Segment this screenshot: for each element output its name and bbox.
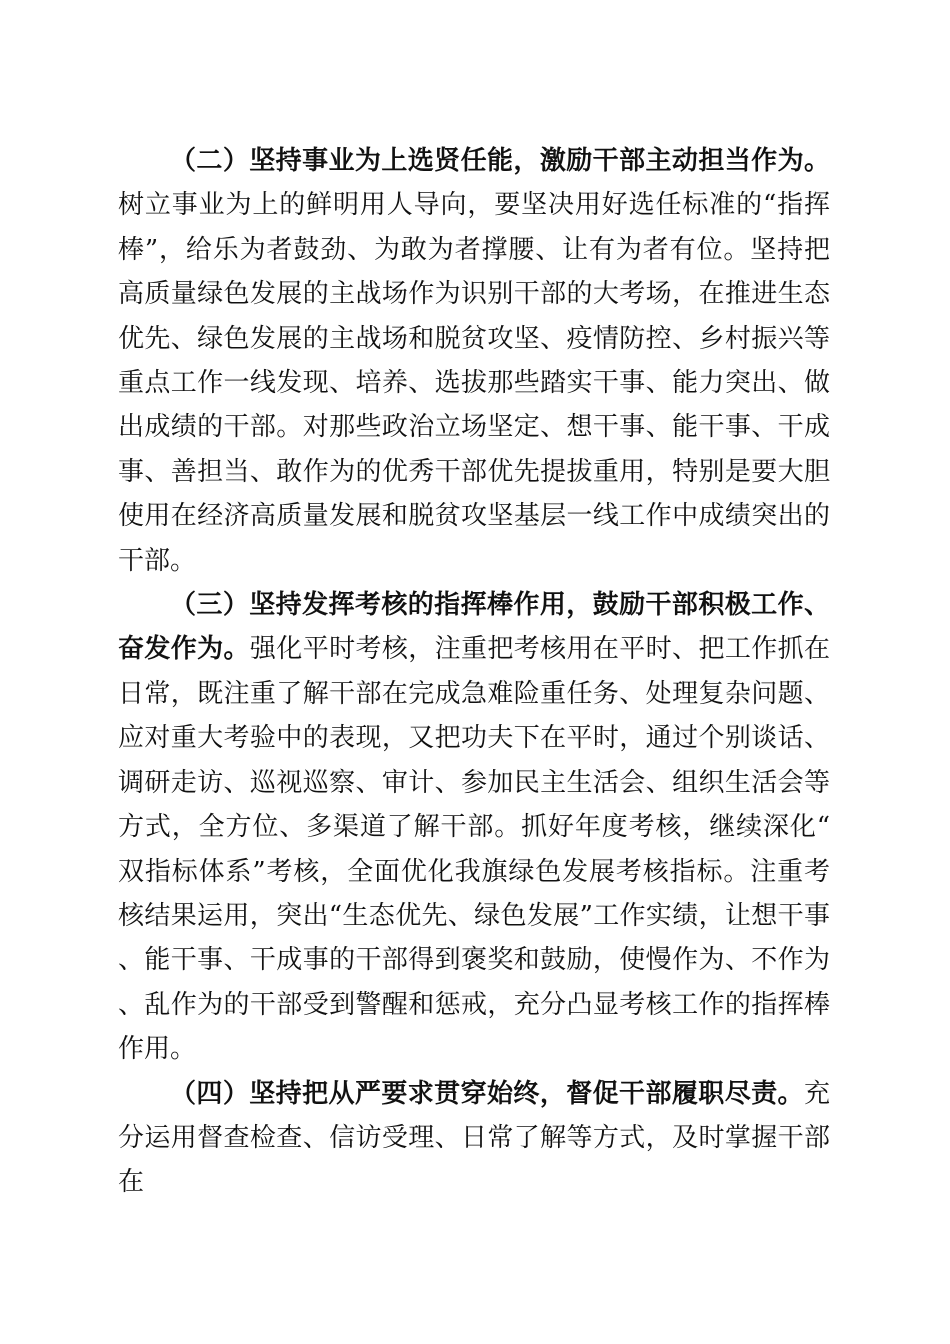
document-body	[118, 139, 830, 1205]
paragraph-two	[118, 139, 830, 583]
paragraph-two-text: 树立事业为上的鲜明用人导向，要坚决用好选任标准的“指挥棒”，给乐为者鼓劲、为敢为者撑腰、让有为者有位。坚持把高质量绿色发展的主战场作为识别干部的大考场，在推进生态优先、绿色发展的主战场和脱贫攻坚、疫情防控、乡村振兴等重点工作一线发现、培养、选拔那些踏实干事、能力突出、做出成绩的干部。对那些政治立场坚定、想干事、能干事、干成事、善担当、敢作为的优秀干部优先提拔重用，特别是要大胆使用在经济高质量发展和脱贫攻坚基层一线工作中成绩突出的干部。	[118, 190, 830, 576]
paragraph-four	[118, 1072, 830, 1205]
paragraph-two-heading: （二）坚持事业为上选贤任能，激励干部主动担当作为。	[170, 146, 830, 176]
paragraph-four-heading: （四）坚持把从严要求贯穿始终，督促干部履职尽责。	[170, 1078, 804, 1109]
paragraph-three	[118, 583, 830, 1071]
paragraph-three-text: 强化平时考核，注重把考核用在平时、把工作抓在日常，既注重了解干部在完成急难险重任务、处理复杂问题、应对重大考验中的表现，又把功夫下在平时，通过个别谈话、调研走访、巡视巡察、审计、参加民主生活会、组织生活会等方式，全方位、多渠道了解干部。抓好年度考核，继续深化“双指标体系”考核，全面优化我旗绿色发展考核指标。注重考核结果运用，突出“生态优先、绿色发展”工作实绩，让想干事、能干事、干成事的干部得到褒奖和鼓励，使慢作为、不作为、乱作为的干部受到警醒和惩戒，充分凸显考核工作的指挥棒作用。	[118, 634, 830, 1065]
paragraph-three-heading: （三）坚持发挥考核的指挥棒作用，鼓励干部积极工作、奋发作为。	[118, 590, 830, 665]
paragraph-four-text: 充分运用督查检查、信访受理、日常了解等方式，及时掌握干部在	[118, 1078, 830, 1198]
